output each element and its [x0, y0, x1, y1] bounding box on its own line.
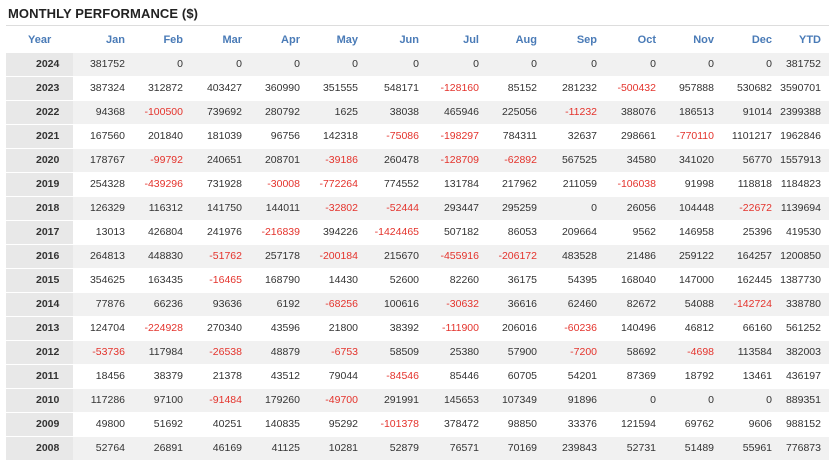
- month-value-cell: 225056: [487, 100, 545, 124]
- month-value-cell: 54395: [545, 268, 605, 292]
- ytd-cell: 561252: [780, 316, 829, 340]
- month-value-cell: 52600: [366, 268, 427, 292]
- month-value-cell: 70169: [487, 436, 545, 460]
- month-value-cell: -22672: [722, 196, 780, 220]
- month-value-cell: -60236: [545, 316, 605, 340]
- table-body: [6, 52, 829, 460]
- year-cell: 2009: [6, 412, 73, 436]
- month-value-cell: 49800: [73, 412, 133, 436]
- month-value-cell: 140835: [250, 412, 308, 436]
- year-cell: 2024: [6, 52, 73, 76]
- month-value-cell: 60705: [487, 364, 545, 388]
- month-value-cell: 145653: [427, 388, 487, 412]
- month-value-cell: 66236: [133, 292, 191, 316]
- month-value-cell: 142318: [308, 124, 366, 148]
- header-sep: Sep: [576, 33, 597, 46]
- month-value-cell: 66160: [722, 316, 780, 340]
- month-value-cell: -1424465: [366, 220, 427, 244]
- month-value-cell: 0: [545, 196, 605, 220]
- month-value-cell: 46169: [191, 436, 250, 460]
- table-row: [6, 292, 829, 316]
- month-value-cell: 0: [366, 52, 427, 76]
- month-value-cell: 52764: [73, 436, 133, 460]
- month-value-cell: 25396: [722, 220, 780, 244]
- month-value-cell: -206172: [487, 244, 545, 268]
- month-value-cell: 54088: [664, 292, 722, 316]
- month-value-cell: 1625: [308, 100, 366, 124]
- month-value-cell: 298661: [605, 124, 664, 148]
- month-value-cell: 360990: [250, 76, 308, 100]
- ytd-cell: 1387730: [780, 268, 829, 292]
- month-value-cell: 0: [722, 388, 780, 412]
- month-value-cell: -455916: [427, 244, 487, 268]
- month-value-cell: 82672: [605, 292, 664, 316]
- month-value-cell: 387324: [73, 76, 133, 100]
- month-value-cell: 291991: [366, 388, 427, 412]
- ytd-cell: 338780: [780, 292, 829, 316]
- month-value-cell: 117984: [133, 340, 191, 364]
- month-value-cell: 0: [722, 52, 780, 76]
- month-value-cell: -128709: [427, 148, 487, 172]
- month-value-cell: 0: [545, 52, 605, 76]
- month-value-cell: -500432: [605, 76, 664, 100]
- header-aug: Aug: [515, 33, 537, 46]
- month-value-cell: 91014: [722, 100, 780, 124]
- year-cell: 2016: [6, 244, 73, 268]
- month-value-cell: 18456: [73, 364, 133, 388]
- month-value-cell: 9606: [722, 412, 780, 436]
- year-cell: 2014: [6, 292, 73, 316]
- section-title: MONTHLY PERFORMANCE ($): [8, 6, 199, 21]
- month-value-cell: 260478: [366, 148, 427, 172]
- month-value-cell: 21800: [308, 316, 366, 340]
- month-value-cell: -772264: [308, 172, 366, 196]
- month-value-cell: 1101217: [722, 124, 780, 148]
- table-row: [6, 100, 829, 124]
- month-value-cell: 351555: [308, 76, 366, 100]
- table-row: [6, 244, 829, 268]
- month-value-cell: -770110: [664, 124, 722, 148]
- month-value-cell: 0: [250, 52, 308, 76]
- month-value-cell: 95292: [308, 412, 366, 436]
- month-value-cell: 34580: [605, 148, 664, 172]
- month-value-cell: 378472: [427, 412, 487, 436]
- month-value-cell: 167560: [73, 124, 133, 148]
- month-value-cell: -142724: [722, 292, 780, 316]
- month-value-cell: 0: [664, 388, 722, 412]
- month-value-cell: 9562: [605, 220, 664, 244]
- month-value-cell: -52444: [366, 196, 427, 220]
- month-value-cell: 426804: [133, 220, 191, 244]
- month-value-cell: -51762: [191, 244, 250, 268]
- year-cell: 2019: [6, 172, 73, 196]
- month-value-cell: 0: [308, 52, 366, 76]
- month-value-cell: 257178: [250, 244, 308, 268]
- month-value-cell: 270340: [191, 316, 250, 340]
- month-value-cell: 76571: [427, 436, 487, 460]
- month-value-cell: 91896: [545, 388, 605, 412]
- month-value-cell: 295259: [487, 196, 545, 220]
- month-value-cell: -32802: [308, 196, 366, 220]
- month-value-cell: 0: [133, 52, 191, 76]
- month-value-cell: 87369: [605, 364, 664, 388]
- month-value-cell: 731928: [191, 172, 250, 196]
- month-value-cell: 0: [427, 52, 487, 76]
- month-value-cell: 403427: [191, 76, 250, 100]
- month-value-cell: 144011: [250, 196, 308, 220]
- month-value-cell: 77876: [73, 292, 133, 316]
- month-value-cell: 43596: [250, 316, 308, 340]
- month-value-cell: 0: [191, 52, 250, 76]
- month-value-cell: 201840: [133, 124, 191, 148]
- month-value-cell: 36175: [487, 268, 545, 292]
- month-value-cell: 79044: [308, 364, 366, 388]
- month-value-cell: 312872: [133, 76, 191, 100]
- ytd-cell: 2399388: [780, 100, 829, 124]
- month-value-cell: 124704: [73, 316, 133, 340]
- header-ytd: YTD: [799, 33, 821, 46]
- month-value-cell: 26891: [133, 436, 191, 460]
- month-value-cell: 100616: [366, 292, 427, 316]
- header-dec: Dec: [751, 33, 772, 46]
- month-value-cell: 179260: [250, 388, 308, 412]
- month-value-cell: 43512: [250, 364, 308, 388]
- month-value-cell: 141750: [191, 196, 250, 220]
- month-value-cell: 21378: [191, 364, 250, 388]
- month-value-cell: 46812: [664, 316, 722, 340]
- month-value-cell: 206016: [487, 316, 545, 340]
- month-value-cell: -439296: [133, 172, 191, 196]
- month-value-cell: 186513: [664, 100, 722, 124]
- month-value-cell: 85152: [487, 76, 545, 100]
- month-value-cell: 217962: [487, 172, 545, 196]
- header-oct: Oct: [637, 33, 656, 46]
- month-value-cell: 548171: [366, 76, 427, 100]
- month-value-cell: 98850: [487, 412, 545, 436]
- month-value-cell: 0: [487, 52, 545, 76]
- month-value-cell: 18792: [664, 364, 722, 388]
- month-value-cell: 507182: [427, 220, 487, 244]
- table-row: [6, 148, 829, 172]
- month-value-cell: -6753: [308, 340, 366, 364]
- month-value-cell: 32637: [545, 124, 605, 148]
- header-jan: Jan: [106, 33, 125, 46]
- month-value-cell: 259122: [664, 244, 722, 268]
- table-row: [6, 388, 829, 412]
- header-may: May: [336, 33, 358, 46]
- month-value-cell: 483528: [545, 244, 605, 268]
- month-value-cell: 215670: [366, 244, 427, 268]
- month-value-cell: 354625: [73, 268, 133, 292]
- month-value-cell: 48879: [250, 340, 308, 364]
- ytd-cell: 381752: [780, 52, 829, 76]
- header-year: Year: [28, 33, 52, 46]
- ytd-cell: 889351: [780, 388, 829, 412]
- month-value-cell: 96756: [250, 124, 308, 148]
- month-value-cell: 38038: [366, 100, 427, 124]
- ytd-cell: 1557913: [780, 148, 829, 172]
- month-value-cell: 52731: [605, 436, 664, 460]
- year-cell: 2010: [6, 388, 73, 412]
- month-value-cell: 181039: [191, 124, 250, 148]
- month-value-cell: 388076: [605, 100, 664, 124]
- month-value-cell: 140496: [605, 316, 664, 340]
- month-value-cell: 93636: [191, 292, 250, 316]
- month-value-cell: 394226: [308, 220, 366, 244]
- table-row: [6, 364, 829, 388]
- month-value-cell: 163435: [133, 268, 191, 292]
- table-row: [6, 268, 829, 292]
- year-cell: 2018: [6, 196, 73, 220]
- month-value-cell: 94368: [73, 100, 133, 124]
- month-value-cell: 26056: [605, 196, 664, 220]
- header-nov: Nov: [693, 33, 714, 46]
- month-value-cell: -26538: [191, 340, 250, 364]
- month-value-cell: 121594: [605, 412, 664, 436]
- month-value-cell: 0: [605, 388, 664, 412]
- header-mar: Mar: [222, 33, 242, 46]
- month-value-cell: 567525: [545, 148, 605, 172]
- month-value-cell: 97100: [133, 388, 191, 412]
- year-cell: 2011: [6, 364, 73, 388]
- month-value-cell: 36616: [487, 292, 545, 316]
- month-value-cell: 13461: [722, 364, 780, 388]
- month-value-cell: -224928: [133, 316, 191, 340]
- month-value-cell: 281232: [545, 76, 605, 100]
- month-value-cell: 58692: [605, 340, 664, 364]
- month-value-cell: 62460: [545, 292, 605, 316]
- ytd-cell: 436197: [780, 364, 829, 388]
- month-value-cell: -75086: [366, 124, 427, 148]
- month-value-cell: 86053: [487, 220, 545, 244]
- month-value-cell: 146958: [664, 220, 722, 244]
- month-value-cell: 957888: [664, 76, 722, 100]
- month-value-cell: 117286: [73, 388, 133, 412]
- month-value-cell: -198297: [427, 124, 487, 148]
- month-value-cell: -53736: [73, 340, 133, 364]
- month-value-cell: 241976: [191, 220, 250, 244]
- month-value-cell: 58509: [366, 340, 427, 364]
- month-value-cell: 116312: [133, 196, 191, 220]
- month-value-cell: 164257: [722, 244, 780, 268]
- month-value-cell: 448830: [133, 244, 191, 268]
- month-value-cell: 56770: [722, 148, 780, 172]
- month-value-cell: 381752: [73, 52, 133, 76]
- month-value-cell: 38392: [366, 316, 427, 340]
- month-value-cell: 51489: [664, 436, 722, 460]
- month-value-cell: 211059: [545, 172, 605, 196]
- month-value-cell: -106038: [605, 172, 664, 196]
- month-value-cell: 254328: [73, 172, 133, 196]
- month-value-cell: 69762: [664, 412, 722, 436]
- month-value-cell: 55961: [722, 436, 780, 460]
- month-value-cell: 6192: [250, 292, 308, 316]
- year-cell: 2012: [6, 340, 73, 364]
- ytd-cell: 776873: [780, 436, 829, 460]
- month-value-cell: -100500: [133, 100, 191, 124]
- month-value-cell: -39186: [308, 148, 366, 172]
- table-row: [6, 172, 829, 196]
- month-value-cell: -30008: [250, 172, 308, 196]
- year-cell: 2021: [6, 124, 73, 148]
- month-value-cell: -30632: [427, 292, 487, 316]
- header-jun: Jun: [399, 33, 419, 46]
- month-value-cell: -99792: [133, 148, 191, 172]
- year-cell: 2015: [6, 268, 73, 292]
- month-value-cell: -200184: [308, 244, 366, 268]
- ytd-cell: 382003: [780, 340, 829, 364]
- table-row: [6, 316, 829, 340]
- ytd-cell: 1139694: [780, 196, 829, 220]
- month-value-cell: -84546: [366, 364, 427, 388]
- month-value-cell: -128160: [427, 76, 487, 100]
- ytd-cell: 3590701: [780, 76, 829, 100]
- month-value-cell: 52879: [366, 436, 427, 460]
- table-row: [6, 436, 829, 460]
- month-value-cell: 774552: [366, 172, 427, 196]
- ytd-cell: 1962846: [780, 124, 829, 148]
- table-row: [6, 220, 829, 244]
- month-value-cell: 280792: [250, 100, 308, 124]
- month-value-cell: 168040: [605, 268, 664, 292]
- month-value-cell: 82260: [427, 268, 487, 292]
- monthly-performance-table: [6, 28, 829, 460]
- month-value-cell: 107349: [487, 388, 545, 412]
- month-value-cell: 264813: [73, 244, 133, 268]
- month-value-cell: -16465: [191, 268, 250, 292]
- year-cell: 2008: [6, 436, 73, 460]
- month-value-cell: 13013: [73, 220, 133, 244]
- ytd-cell: 988152: [780, 412, 829, 436]
- month-value-cell: 465946: [427, 100, 487, 124]
- month-value-cell: 209664: [545, 220, 605, 244]
- month-value-cell: 0: [605, 52, 664, 76]
- month-value-cell: -68256: [308, 292, 366, 316]
- month-value-cell: -4698: [664, 340, 722, 364]
- month-value-cell: -11232: [545, 100, 605, 124]
- month-value-cell: -49700: [308, 388, 366, 412]
- month-value-cell: 162445: [722, 268, 780, 292]
- month-value-cell: 168790: [250, 268, 308, 292]
- month-value-cell: 40251: [191, 412, 250, 436]
- month-value-cell: 208701: [250, 148, 308, 172]
- header-row: [6, 28, 829, 52]
- month-value-cell: 530682: [722, 76, 780, 100]
- month-value-cell: 91998: [664, 172, 722, 196]
- month-value-cell: 41125: [250, 436, 308, 460]
- table-row: [6, 76, 829, 100]
- table-row: [6, 196, 829, 220]
- month-value-cell: 33376: [545, 412, 605, 436]
- month-value-cell: 240651: [191, 148, 250, 172]
- month-value-cell: 54201: [545, 364, 605, 388]
- month-value-cell: 38379: [133, 364, 191, 388]
- header-jul: Jul: [463, 33, 479, 46]
- year-cell: 2022: [6, 100, 73, 124]
- month-value-cell: 104448: [664, 196, 722, 220]
- ytd-cell: 1200850: [780, 244, 829, 268]
- table-row: [6, 52, 829, 76]
- month-value-cell: 131784: [427, 172, 487, 196]
- month-value-cell: 293447: [427, 196, 487, 220]
- month-value-cell: 739692: [191, 100, 250, 124]
- month-value-cell: 85446: [427, 364, 487, 388]
- year-cell: 2023: [6, 76, 73, 100]
- month-value-cell: 57900: [487, 340, 545, 364]
- month-value-cell: 51692: [133, 412, 191, 436]
- month-value-cell: 118818: [722, 172, 780, 196]
- month-value-cell: 14430: [308, 268, 366, 292]
- month-value-cell: 0: [664, 52, 722, 76]
- month-value-cell: 239843: [545, 436, 605, 460]
- month-value-cell: 126329: [73, 196, 133, 220]
- month-value-cell: 113584: [722, 340, 780, 364]
- month-value-cell: -62892: [487, 148, 545, 172]
- month-value-cell: 10281: [308, 436, 366, 460]
- table-row: [6, 412, 829, 436]
- table-row: [6, 124, 829, 148]
- month-value-cell: -91484: [191, 388, 250, 412]
- table-row: [6, 340, 829, 364]
- month-value-cell: -111900: [427, 316, 487, 340]
- title-divider: [6, 25, 829, 26]
- year-cell: 2017: [6, 220, 73, 244]
- month-value-cell: 341020: [664, 148, 722, 172]
- ytd-cell: 1184823: [780, 172, 829, 196]
- month-value-cell: 21486: [605, 244, 664, 268]
- ytd-cell: 419530: [780, 220, 829, 244]
- month-value-cell: -216839: [250, 220, 308, 244]
- month-value-cell: 25380: [427, 340, 487, 364]
- header-apr: Apr: [281, 33, 300, 46]
- year-cell: 2013: [6, 316, 73, 340]
- month-value-cell: -7200: [545, 340, 605, 364]
- month-value-cell: 178767: [73, 148, 133, 172]
- month-value-cell: -101378: [366, 412, 427, 436]
- month-value-cell: 784311: [487, 124, 545, 148]
- month-value-cell: 147000: [664, 268, 722, 292]
- year-cell: 2020: [6, 148, 73, 172]
- header-feb: Feb: [163, 33, 183, 46]
